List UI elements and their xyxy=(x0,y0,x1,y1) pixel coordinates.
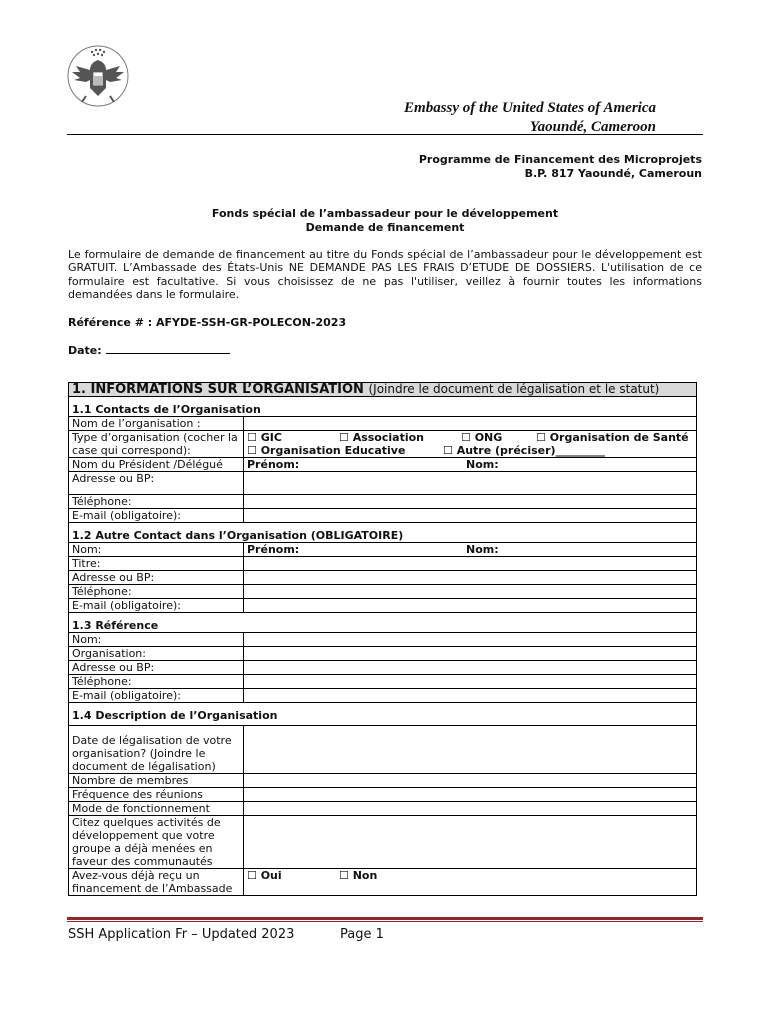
org-name-label: Nom de l’organisation : xyxy=(69,417,244,431)
date-label: Date: xyxy=(68,344,102,357)
program-address: B.P. 817 Yaoundé, Cameroun xyxy=(524,167,702,180)
ref-address-label: Adresse ou BP: xyxy=(69,661,244,675)
section-1-title: 1. INFORMATIONS SUR L’ORGANISATION xyxy=(72,382,364,397)
contact2-title-field[interactable] xyxy=(244,557,697,571)
program-name: Programme de Financement des Microprojets xyxy=(418,153,702,166)
footer-doc-name: SSH Application Fr – Updated 2023 xyxy=(68,927,295,942)
org-name-field[interactable] xyxy=(244,417,697,431)
contact2-nom-label: Nom: xyxy=(466,543,499,556)
contact2-name-label: Nom: xyxy=(69,543,244,557)
members-field[interactable] xyxy=(244,774,697,788)
legal-date-label: Date de légalisation de votre organisation? (Joindre le document de légalisation) xyxy=(69,726,244,774)
contact2-address-label: Adresse ou BP: xyxy=(69,571,244,585)
checkbox-oui[interactable]: ☐ Oui xyxy=(247,869,282,882)
email-field[interactable] xyxy=(244,509,697,523)
ref-org-field[interactable] xyxy=(244,647,697,661)
contact2-phone-field[interactable] xyxy=(244,585,697,599)
ref-phone-label: Téléphone: xyxy=(69,675,244,689)
meeting-frequency-label: Fréquence des réunions xyxy=(69,788,244,802)
phone-field[interactable] xyxy=(244,495,697,509)
ref-email-label: E-mail (obligatoire): xyxy=(69,689,244,703)
phone-label: Téléphone: xyxy=(69,495,244,509)
prior-funding-label: Avez-vous déjà reçu un financement de l’Ambassade xyxy=(69,869,244,896)
footer-divider xyxy=(67,917,703,920)
header-divider xyxy=(67,134,703,135)
checkbox-gic[interactable]: ☐ GIC xyxy=(247,431,282,444)
ref-email-field[interactable] xyxy=(244,689,697,703)
activities-label: Citez quelques activités de développement que votre groupe a déjà menées en faveur des communautés xyxy=(69,816,244,869)
contact2-title-label: Titre: xyxy=(69,557,244,571)
ref-org-label: Organisation: xyxy=(69,647,244,661)
address-field[interactable] xyxy=(244,472,697,495)
address-label: Adresse ou BP: xyxy=(69,472,244,495)
checkbox-association[interactable]: ☐ Association xyxy=(339,431,424,444)
checkbox-autre[interactable]: ☐ Autre (préciser)_________ xyxy=(443,444,606,457)
embassy-name: Embassy of the United States of America xyxy=(404,100,656,116)
ref-address-field[interactable] xyxy=(244,661,697,675)
section-1-note: (Joindre le document de légalisation et le statut) xyxy=(368,382,660,396)
contact2-phone-label: Téléphone: xyxy=(69,585,244,599)
legal-date-field[interactable] xyxy=(244,726,697,774)
subsection-1-3-title: 1.3 Référence xyxy=(69,613,697,633)
form-title: Demande de financement xyxy=(305,221,465,234)
president-field[interactable] xyxy=(244,458,697,472)
subsection-1-1-title: 1.1 Contacts de l’Organisation xyxy=(69,397,697,417)
operating-mode-field[interactable] xyxy=(244,802,697,816)
organisation-form-table xyxy=(68,382,697,896)
section-1-header xyxy=(69,383,697,397)
president-nom-label: Nom: xyxy=(466,458,499,471)
fund-title: Fonds spécial de l’ambassadeur pour le développement xyxy=(211,207,559,220)
ref-name-field[interactable] xyxy=(244,633,697,647)
page-footer xyxy=(68,927,384,942)
reference-number: Référence # : AFYDE-SSH-GR-POLECON-2023 xyxy=(68,316,347,329)
date-field xyxy=(68,343,230,357)
operating-mode-label: Mode de fonctionnement xyxy=(69,802,244,816)
members-label: Nombre de membres xyxy=(69,774,244,788)
prior-funding-options xyxy=(244,869,697,896)
checkbox-non[interactable]: ☐ Non xyxy=(339,869,378,882)
contact2-email-field[interactable] xyxy=(244,599,697,613)
date-input-line[interactable] xyxy=(106,343,230,354)
contact2-name-field[interactable] xyxy=(244,543,697,557)
org-type-options xyxy=(244,431,697,458)
contact2-email-label: E-mail (obligatoire): xyxy=(69,599,244,613)
embassy-header xyxy=(404,99,656,137)
embassy-city: Yaoundé, Cameroon xyxy=(529,119,656,135)
intro-paragraph: Le formulaire de demande de financement au titre du Fonds spécial de l’ambassadeur pour le développement est GRATUIT. L’Ambassade des États-Unis NE DEMANDE PAS LES FRAIS D’ETUDE DE DOSSIERS. L'utilisation de ce formulaire est facultative. Si vous choisissez de ne pas l'utiliser, veillez à fournir toutes les informations demandées dans le formulaire. xyxy=(68,248,702,302)
checkbox-educative[interactable]: ☐ Organisation Educative xyxy=(247,444,406,457)
activities-field[interactable] xyxy=(244,816,697,869)
contact2-address-field[interactable] xyxy=(244,571,697,585)
program-block xyxy=(419,153,702,181)
email-label: E-mail (obligatoire): xyxy=(69,509,244,523)
subsection-1-4-title: 1.4 Description de l’Organisation xyxy=(69,703,697,726)
president-prenom-label: Prénom: xyxy=(247,458,300,471)
subsection-1-2-title: 1.2 Autre Contact dans l’Organisation (OBLIGATOIRE) xyxy=(69,523,697,543)
checkbox-sante[interactable]: ☐ Organisation de Santé xyxy=(536,431,689,444)
contact2-prenom-label: Prénom: xyxy=(247,543,300,556)
form-title-block xyxy=(0,207,770,235)
ref-name-label: Nom: xyxy=(69,633,244,647)
checkbox-ong[interactable]: ☐ ONG xyxy=(461,431,503,444)
org-type-label: Type d’organisation (cocher la case qui correspond): xyxy=(69,431,244,458)
ref-phone-field[interactable] xyxy=(244,675,697,689)
great-seal-eagle-icon xyxy=(66,44,130,108)
footer-page-number: Page 1 xyxy=(340,927,384,942)
footer-divider-thin xyxy=(67,921,703,922)
president-label: Nom du Président /Délégué xyxy=(69,458,244,472)
meeting-frequency-field[interactable] xyxy=(244,788,697,802)
